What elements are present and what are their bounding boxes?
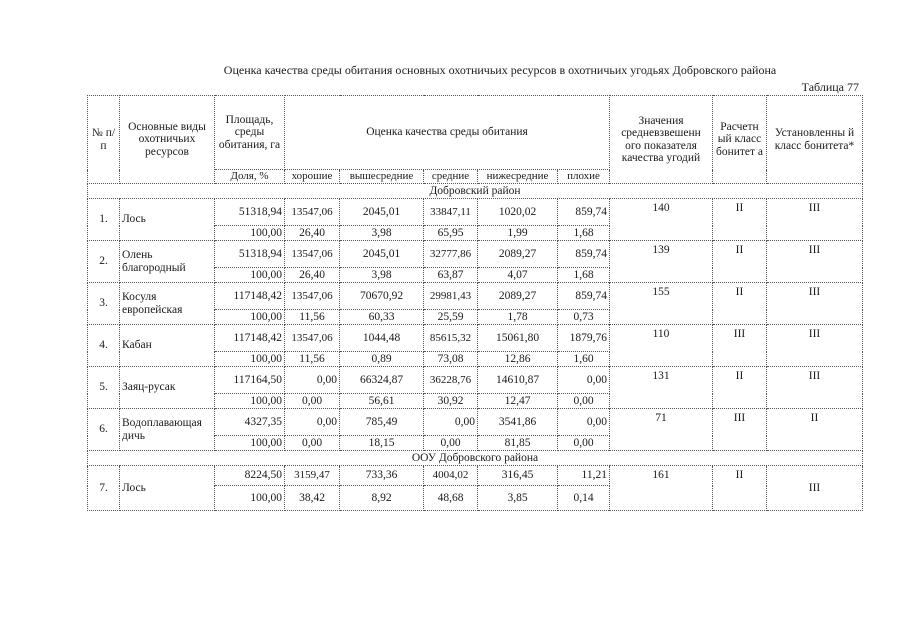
row-number: 1. bbox=[88, 199, 120, 241]
weighted-value: 161 bbox=[610, 466, 713, 511]
header-above-avg: вышесредние bbox=[340, 170, 424, 184]
weighted-value: 139 bbox=[610, 241, 713, 283]
good-percent: 0,00 bbox=[285, 394, 340, 409]
table-row bbox=[88, 283, 863, 310]
bad-value: 11,21 bbox=[558, 466, 610, 486]
weighted-value: 140 bbox=[610, 199, 713, 241]
bad-value: 0,00 bbox=[558, 367, 610, 394]
avg-value: 29981,43 bbox=[424, 283, 478, 310]
share-value: 100,00 bbox=[215, 352, 285, 367]
table-row bbox=[88, 466, 863, 486]
avg-value: 32777,86 bbox=[424, 241, 478, 268]
row-number: 6. bbox=[88, 409, 120, 451]
good-percent: 0,00 bbox=[285, 436, 340, 451]
bad-percent: 0,00 bbox=[558, 436, 610, 451]
calc-class-value: II bbox=[713, 466, 767, 511]
area-value: 8224,50 bbox=[215, 466, 285, 486]
above-avg-percent: 60,33 bbox=[340, 310, 424, 325]
weighted-value: 71 bbox=[610, 409, 713, 451]
avg-percent: 63,87 bbox=[424, 268, 478, 283]
header-area: Площадь, среды обитания, га bbox=[215, 96, 285, 170]
avg-value: 33847,11 bbox=[424, 199, 478, 226]
below-avg-value: 2089,27 bbox=[478, 241, 558, 268]
area-value: 51318,94 bbox=[215, 199, 285, 226]
good-value: 0,00 bbox=[285, 367, 340, 394]
table-number: Таблица 77 bbox=[801, 80, 859, 94]
share-value: 100,00 bbox=[215, 436, 285, 451]
avg-percent: 65,95 bbox=[424, 226, 478, 241]
set-class-value: III bbox=[767, 367, 863, 409]
below-avg-value: 14610,87 bbox=[478, 367, 558, 394]
good-percent: 11,56 bbox=[285, 352, 340, 367]
good-percent: 26,40 bbox=[285, 226, 340, 241]
bad-value: 1879,76 bbox=[558, 325, 610, 352]
above-avg-value: 66324,87 bbox=[340, 367, 424, 394]
set-class-value: III bbox=[767, 199, 863, 241]
below-avg-percent: 3,85 bbox=[478, 486, 558, 511]
area-value: 117148,42 bbox=[215, 283, 285, 310]
share-value: 100,00 bbox=[215, 394, 285, 409]
area-value: 117164,50 bbox=[215, 367, 285, 394]
above-avg-percent: 0,89 bbox=[340, 352, 424, 367]
good-value: 13547,06 bbox=[285, 283, 340, 310]
calc-class-value: III bbox=[713, 325, 767, 367]
species-name: Водоплавающая дичь bbox=[120, 409, 215, 451]
avg-value: 0,00 bbox=[424, 409, 478, 436]
header-share: Доля, % bbox=[215, 170, 285, 184]
calc-class-value: III bbox=[713, 409, 767, 451]
above-avg-value: 733,36 bbox=[340, 466, 424, 486]
header-quality: Оценка качества среды обитания bbox=[285, 96, 610, 170]
good-percent: 26,40 bbox=[285, 268, 340, 283]
below-avg-value: 316,45 bbox=[478, 466, 558, 486]
avg-value: 85615,32 bbox=[424, 325, 478, 352]
below-avg-value: 3541,86 bbox=[478, 409, 558, 436]
table-body bbox=[88, 184, 863, 511]
set-class-value: II bbox=[767, 409, 863, 451]
below-avg-percent: 81,85 bbox=[478, 436, 558, 451]
above-avg-value: 1044,48 bbox=[340, 325, 424, 352]
avg-percent: 0,00 bbox=[424, 436, 478, 451]
header-num: № п/п bbox=[88, 96, 120, 184]
share-value: 100,00 bbox=[215, 310, 285, 325]
avg-value: 4004,02 bbox=[424, 466, 478, 486]
below-avg-value: 1020,02 bbox=[478, 199, 558, 226]
section-title: Добровский район bbox=[88, 184, 863, 199]
bad-value: 859,74 bbox=[558, 199, 610, 226]
share-value: 100,00 bbox=[215, 226, 285, 241]
set-class-value: III bbox=[767, 283, 863, 325]
above-avg-percent: 18,15 bbox=[340, 436, 424, 451]
above-avg-percent: 3,98 bbox=[340, 226, 424, 241]
good-value: 0,00 bbox=[285, 409, 340, 436]
row-number: 3. bbox=[88, 283, 120, 325]
avg-percent: 73,08 bbox=[424, 352, 478, 367]
row-number: 2. bbox=[88, 241, 120, 283]
calc-class-value: II bbox=[713, 283, 767, 325]
above-avg-value: 2045,01 bbox=[340, 241, 424, 268]
share-value: 100,00 bbox=[215, 486, 285, 511]
section-title: ООУ Добровского района bbox=[88, 451, 863, 466]
above-avg-value: 70670,92 bbox=[340, 283, 424, 310]
species-name: Косуля европейская bbox=[120, 283, 215, 325]
bad-percent: 0,73 bbox=[558, 310, 610, 325]
species-name: Заяц-русак bbox=[120, 367, 215, 409]
calc-class-value: II bbox=[713, 199, 767, 241]
bad-percent: 0,14 bbox=[558, 486, 610, 511]
weighted-value: 131 bbox=[610, 367, 713, 409]
set-class-value: III bbox=[767, 241, 863, 283]
row-number: 5. bbox=[88, 367, 120, 409]
section-row bbox=[88, 184, 863, 199]
quality-table bbox=[87, 95, 863, 511]
bad-percent: 1,68 bbox=[558, 268, 610, 283]
below-avg-percent: 12,47 bbox=[478, 394, 558, 409]
avg-percent: 48,68 bbox=[424, 486, 478, 511]
avg-percent: 30,92 bbox=[424, 394, 478, 409]
below-avg-percent: 1,99 bbox=[478, 226, 558, 241]
good-value: 3159,47 bbox=[285, 466, 340, 486]
below-avg-percent: 1,78 bbox=[478, 310, 558, 325]
header-bad: плохие bbox=[558, 170, 610, 184]
species-name: Лось bbox=[120, 466, 215, 511]
table-row bbox=[88, 367, 863, 394]
below-avg-percent: 12,86 bbox=[478, 352, 558, 367]
section-row bbox=[88, 451, 863, 466]
table-row bbox=[88, 241, 863, 268]
bad-percent: 0,00 bbox=[558, 394, 610, 409]
below-avg-value: 15061,80 bbox=[478, 325, 558, 352]
good-value: 13547,06 bbox=[285, 199, 340, 226]
species-name: Кабан bbox=[120, 325, 215, 367]
above-avg-percent: 8,92 bbox=[340, 486, 424, 511]
good-value: 13547,06 bbox=[285, 241, 340, 268]
area-value: 117148,42 bbox=[215, 325, 285, 352]
weighted-value: 155 bbox=[610, 283, 713, 325]
table-row bbox=[88, 325, 863, 352]
header-species: Основные виды охотничьих ресурсов bbox=[120, 96, 215, 184]
below-avg-percent: 4,07 bbox=[478, 268, 558, 283]
table-row bbox=[88, 199, 863, 226]
area-value: 4327,35 bbox=[215, 409, 285, 436]
bad-percent: 1,60 bbox=[558, 352, 610, 367]
above-avg-value: 2045,01 bbox=[340, 199, 424, 226]
table-row bbox=[88, 409, 863, 436]
species-name: Лось bbox=[120, 199, 215, 241]
bad-value: 859,74 bbox=[558, 283, 610, 310]
header-avg: средние bbox=[424, 170, 478, 184]
good-percent: 38,42 bbox=[285, 486, 340, 511]
bad-percent: 1,68 bbox=[558, 226, 610, 241]
calc-class-value: II bbox=[713, 367, 767, 409]
set-class-value: III bbox=[767, 325, 863, 367]
bad-value: 859,74 bbox=[558, 241, 610, 268]
above-avg-percent: 56,61 bbox=[340, 394, 424, 409]
good-percent: 11,56 bbox=[285, 310, 340, 325]
above-avg-percent: 3,98 bbox=[340, 268, 424, 283]
header-weighted: Значения средневзвешенн ого показателя качества угодий bbox=[610, 96, 713, 184]
header-below-avg: нижесредние bbox=[478, 170, 558, 184]
row-number: 7. bbox=[88, 466, 120, 511]
header-set-class: Установленны й класс бонитета* bbox=[767, 96, 863, 184]
calc-class-value: II bbox=[713, 241, 767, 283]
species-name: Олень благородный bbox=[120, 241, 215, 283]
below-avg-value: 2089,27 bbox=[478, 283, 558, 310]
document-title: Оценка качества среды обитания основных охотничьих ресурсов в охотничьих угодьях Добровского района bbox=[223, 63, 777, 77]
above-avg-value: 785,49 bbox=[340, 409, 424, 436]
set-class-value: III bbox=[767, 466, 863, 511]
good-value: 13547,06 bbox=[285, 325, 340, 352]
avg-value: 36228,76 bbox=[424, 367, 478, 394]
header-good: хорошие bbox=[285, 170, 340, 184]
row-number: 4. bbox=[88, 325, 120, 367]
area-value: 51318,94 bbox=[215, 241, 285, 268]
bad-value: 0,00 bbox=[558, 409, 610, 436]
weighted-value: 110 bbox=[610, 325, 713, 367]
share-value: 100,00 bbox=[215, 268, 285, 283]
header-calc-class: Расчетн ый класс бонитет а bbox=[713, 96, 767, 184]
avg-percent: 25,59 bbox=[424, 310, 478, 325]
